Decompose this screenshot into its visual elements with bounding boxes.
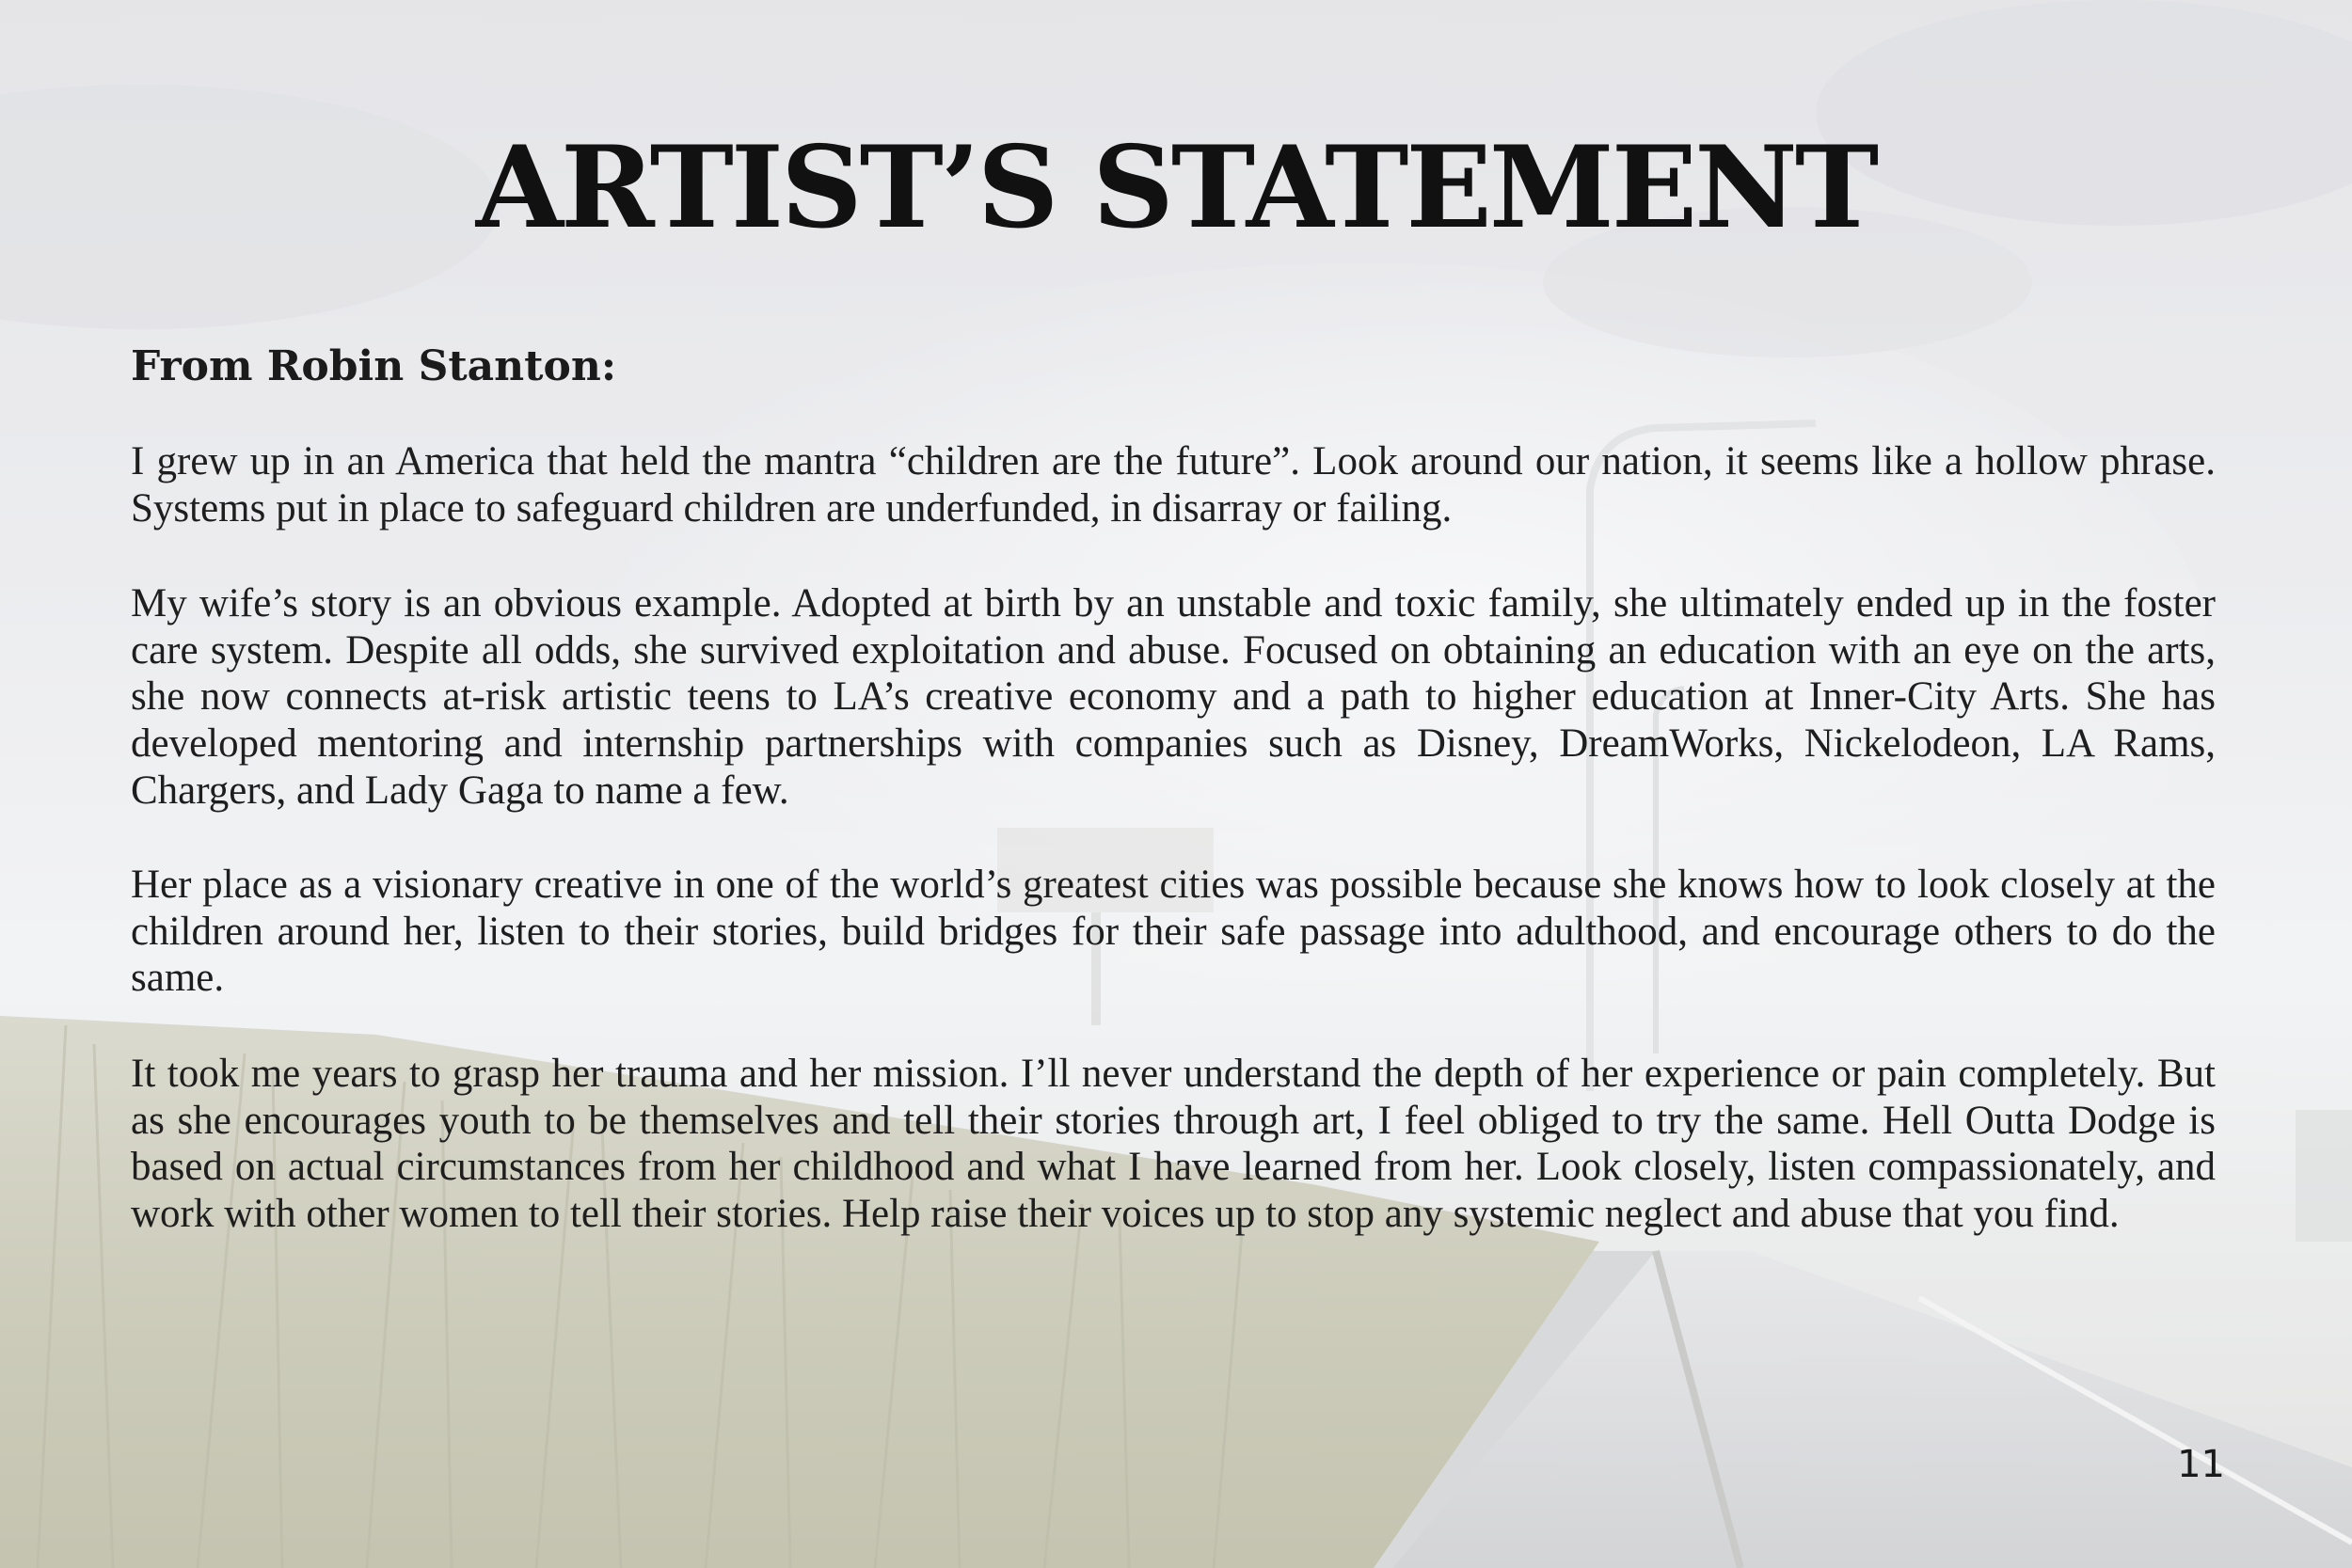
paragraph-2: My wife’s story is an obvious example. Adopted at birth by an unstable and toxic family, she ultimately ended up in the foster care system. Despite all odds, she survived exploitation and abuse. Focused on obtaining an education with an eye on the arts, she now connects at-risk artistic teens to LA’s creative economy and a path to higher education at Inner-City Arts. She has developed mentoring and internship partnerships with companies such as Disney, DreamWorks, Nickelodeon, LA Rams, Chargers, and Lady Gaga to name a few. (131, 581, 2216, 813)
page-title: ARTIST’S STATEMENT (475, 121, 1877, 254)
paragraph-3: Her place as a visionary creative in one of the world’s greatest cities was possible because she knows how to look closely at the children around her, listen to their stories, build bridges for their safe passage into adulthood, and encourage others to do the same. (131, 863, 2216, 1001)
paragraph-1: I grew up in an America that held the mantra “children are the future”. Look around our nation, it seems like a hollow phrase. Systems put in place to safeguard children are underfunded, in disarray or failing. (131, 439, 2216, 531)
byline: From Robin Stanton: (131, 342, 617, 390)
page-number: 11 (2177, 1443, 2225, 1486)
paragraph-4: It took me years to grasp her trauma and her mission. I’ll never understand the depth of her experience or pain completely. But as she encourages youth to be themselves and tell their stories through art, I feel obliged to try the same. Hell Outta Dodge is based on actual circumstances from her childhood and what I have learned from her. Look closely, listen compassionately, and work with other women to tell their stories. Help raise their voices up to stop any systemic neglect and abuse that you find. (131, 1052, 2216, 1237)
